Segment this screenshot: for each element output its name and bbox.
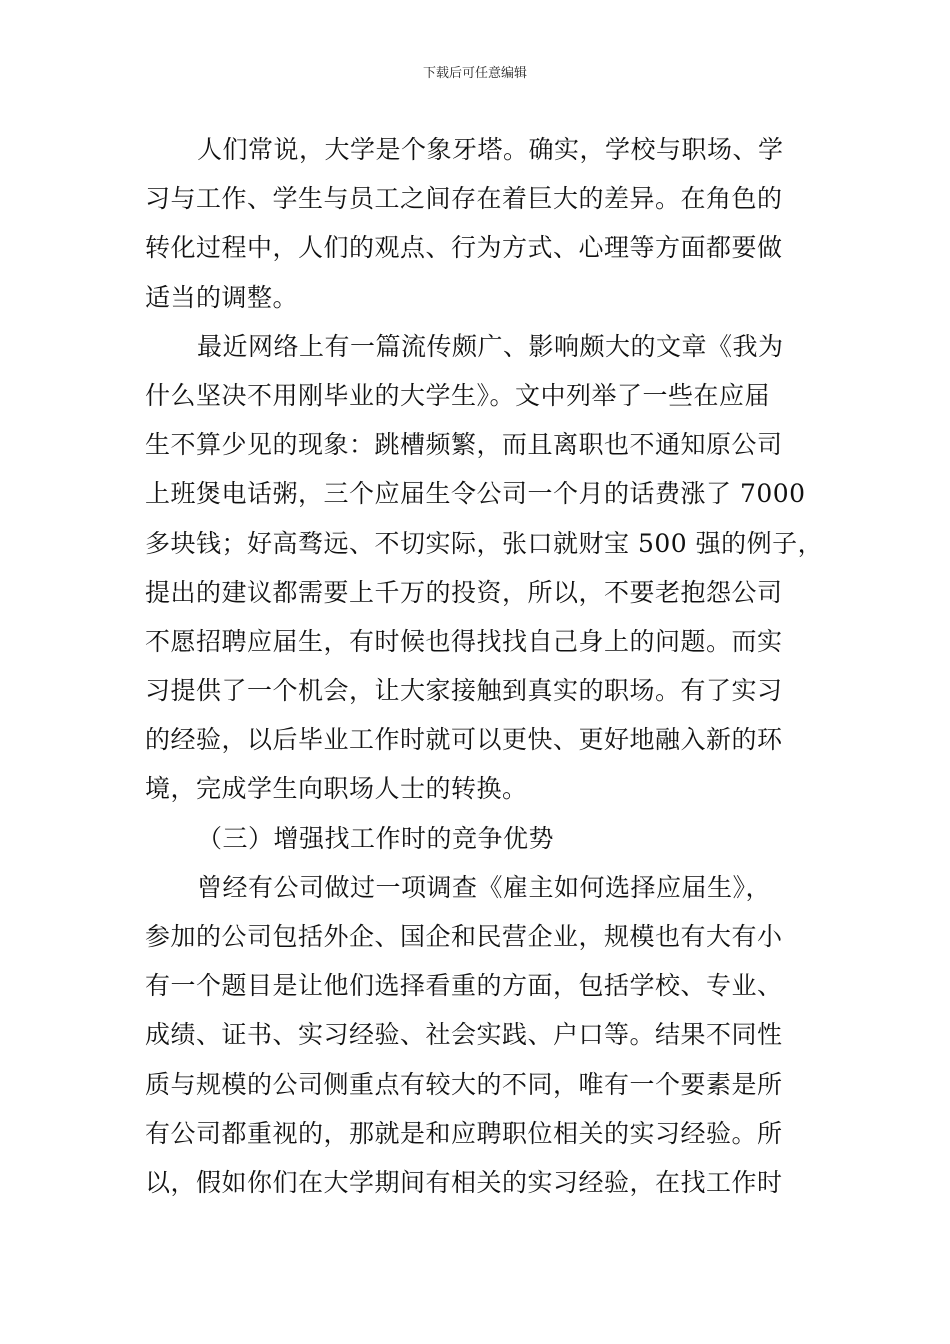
paragraph-line: 什么坚决不用刚毕业的大学生》。文中列举了一些在应届 xyxy=(145,380,771,410)
paragraph-line: 人们常说，大学是个象牙塔。确实，学校与职场、学 xyxy=(197,135,784,164)
paragraph-line: 以，假如你们在大学期间有相关的实习经验，在找工作时 xyxy=(145,1167,783,1197)
paragraph-line: 习提供了一个机会，让大家接触到真实的职场。有了实习 xyxy=(145,676,783,706)
paragraph-line: 质与规模的公司侧重点有较大的不同，唯有一个要素是所 xyxy=(145,1069,783,1099)
paragraph-line: 适当的调整。 xyxy=(145,282,299,312)
paragraph-line: 转化过程中，人们的观点、行为方式、心理等方面都要做 xyxy=(145,233,783,263)
section-heading: （三）增强找工作时的竞争优势 xyxy=(197,823,555,853)
paragraph-line: 不愿招聘应届生，有时候也得找找自己身上的问题。而实 xyxy=(145,626,783,656)
paragraph-line: 多块钱；好高骛远、不切实际，张口就财宝 500 强的例子， xyxy=(145,528,824,558)
paragraph-line: 上班煲电话粥，三个应届生令公司一个月的话费涨了 7000 xyxy=(145,479,806,509)
page-header: 下载后可任意编辑 xyxy=(422,66,527,81)
paragraph-line: 习与工作、学生与员工之间存在着巨大的差异。在角色的 xyxy=(145,184,783,214)
paragraph-line: 有一个题目是让他们选择看重的方面，包括学校、专业、 xyxy=(145,971,783,1001)
paragraph-line: 生不算少见的现象：跳槽频繁，而且离职也不通知原公司 xyxy=(145,430,783,460)
paragraph-line: 成绩、证书、实习经验、社会实践、户口等。结果不同性 xyxy=(145,1020,783,1050)
paragraph-line: 有公司都重视的，那就是和应聘职位相关的实习经验。所 xyxy=(145,1118,783,1148)
paragraph-line: 曾经有公司做过一项调查《雇主如何选择应届生》， xyxy=(197,872,772,902)
paragraph-line: 提出的建议都需要上千万的投资，所以，不要老抱怨公司 xyxy=(145,577,783,607)
paragraph-line: 的经验，以后毕业工作时就可以更快、更好地融入新的环 xyxy=(145,725,783,755)
document-body xyxy=(145,125,824,1207)
paragraph-line: 境，完成学生向职场人士的转换。 xyxy=(145,774,528,804)
paragraph-line: 最近网络上有一篇流传颇广、影响颇大的文章《我为 xyxy=(197,331,784,361)
paragraph-line: 参加的公司包括外企、国企和民营企业，规模也有大有小 xyxy=(145,922,783,951)
